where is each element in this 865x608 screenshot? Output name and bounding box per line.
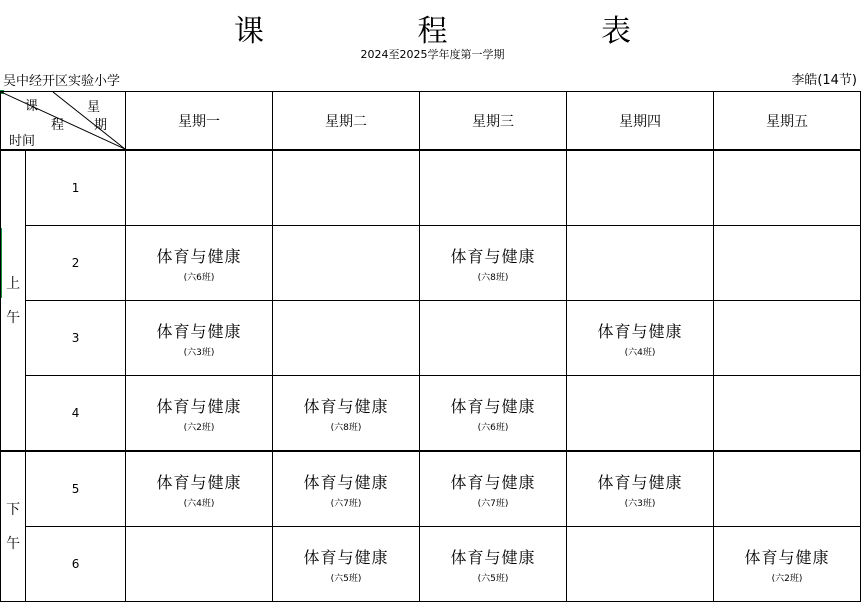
term-subtitle: 2024至2025学年度第一学期: [360, 48, 505, 61]
corner-header-cell: [1, 92, 126, 151]
morning-label: [1, 150, 26, 451]
lesson-cell[interactable]: [420, 301, 567, 376]
lesson-class: (六2班): [183, 422, 215, 433]
lesson-class: (六7班): [330, 498, 362, 509]
lesson-class: (六6班): [183, 272, 215, 283]
lesson-cell[interactable]: [273, 150, 420, 226]
period-number: 1: [26, 150, 126, 226]
lesson-cell[interactable]: [714, 301, 861, 376]
lesson-cell[interactable]: [126, 301, 273, 376]
lesson-cell[interactable]: [420, 451, 567, 527]
lesson-subject: 体育与健康: [450, 396, 536, 416]
lesson-subject: 体育与健康: [303, 472, 389, 492]
period-row: [1, 376, 861, 452]
lesson-class: (六4班): [183, 498, 215, 509]
period-number: 5: [26, 451, 126, 527]
lesson-class: (六3班): [624, 498, 656, 509]
lesson-class: (六4班): [624, 347, 656, 358]
page-title: 课 程 表: [233, 14, 704, 49]
lesson-class: (六6班): [477, 422, 509, 433]
lesson-class: (六2班): [771, 573, 803, 584]
lesson-cell[interactable]: [273, 226, 420, 301]
corner-label-qi: 期: [94, 118, 108, 133]
afternoon-char-2: 午: [6, 535, 21, 552]
school-name: 吴中经开区实验小学: [3, 74, 121, 89]
teacher-name: 李皓(14节): [791, 73, 857, 88]
period-number: 3: [26, 301, 126, 376]
corner-label-ke: 课: [25, 99, 39, 114]
period-row: [1, 150, 861, 226]
lesson-cell[interactable]: [420, 150, 567, 226]
lesson-cell[interactable]: [273, 451, 420, 527]
lesson-subject: 体育与健康: [156, 246, 242, 266]
lesson-subject: 体育与健康: [156, 321, 242, 341]
lesson-subject: 体育与健康: [156, 396, 242, 416]
lesson-subject: 体育与健康: [303, 396, 389, 416]
day-header-fri: 星期五: [714, 92, 861, 151]
period-number: 4: [26, 376, 126, 452]
lesson-cell[interactable]: [126, 527, 273, 602]
lesson-cell[interactable]: [420, 226, 567, 301]
lesson-cell[interactable]: [420, 527, 567, 602]
corner-label-xing: 星: [87, 100, 101, 115]
day-header-thu: 星期四: [567, 92, 714, 151]
lesson-class: (六7班): [477, 498, 509, 509]
period-row: [1, 451, 861, 527]
lesson-cell[interactable]: [273, 301, 420, 376]
lesson-cell[interactable]: [420, 376, 567, 452]
lesson-subject: 体育与健康: [597, 472, 683, 492]
lesson-cell[interactable]: [126, 150, 273, 226]
lesson-subject: 体育与健康: [450, 246, 536, 266]
afternoon-label: [1, 451, 26, 602]
period-row: [1, 226, 861, 301]
lesson-cell[interactable]: [273, 527, 420, 602]
lesson-class: (六5班): [330, 573, 362, 584]
day-header-mon: 星期一: [126, 92, 273, 151]
morning-char-2: 午: [6, 309, 21, 326]
lesson-cell[interactable]: [714, 527, 861, 602]
afternoon-char-1: 下: [6, 501, 21, 518]
lesson-cell[interactable]: [714, 150, 861, 226]
lesson-subject: 体育与健康: [156, 472, 242, 492]
lesson-class: (六3班): [183, 347, 215, 358]
lesson-cell[interactable]: [714, 226, 861, 301]
header-row: [1, 92, 861, 151]
lesson-cell[interactable]: [567, 226, 714, 301]
period-number: 2: [26, 226, 126, 301]
lesson-cell[interactable]: [126, 226, 273, 301]
lesson-subject: 体育与健康: [450, 472, 536, 492]
lesson-cell[interactable]: [126, 376, 273, 452]
lesson-cell[interactable]: [567, 527, 714, 602]
lesson-cell[interactable]: [567, 150, 714, 226]
timetable: [0, 91, 861, 602]
lesson-subject: 体育与健康: [450, 547, 536, 567]
morning-char-1: 上: [6, 275, 21, 292]
lesson-cell[interactable]: [714, 376, 861, 452]
lesson-subject: 体育与健康: [303, 547, 389, 567]
lesson-cell[interactable]: [567, 376, 714, 452]
lesson-class: (六5班): [477, 573, 509, 584]
lesson-class: (六8班): [330, 422, 362, 433]
day-header-wed: 星期三: [420, 92, 567, 151]
lesson-cell[interactable]: [714, 451, 861, 527]
corner-label-cheng: 程: [51, 118, 65, 133]
period-number: 6: [26, 527, 126, 602]
period-row: [1, 301, 861, 376]
period-row: [1, 527, 861, 602]
lesson-cell[interactable]: [273, 376, 420, 452]
lesson-class: (六8班): [477, 272, 509, 283]
lesson-cell[interactable]: [567, 451, 714, 527]
lesson-subject: 体育与健康: [597, 321, 683, 341]
lesson-cell[interactable]: [567, 301, 714, 376]
lesson-subject: 体育与健康: [744, 547, 830, 567]
lesson-cell[interactable]: [126, 451, 273, 527]
day-header-tue: 星期二: [273, 92, 420, 151]
corner-label-time: 时间: [9, 134, 36, 149]
